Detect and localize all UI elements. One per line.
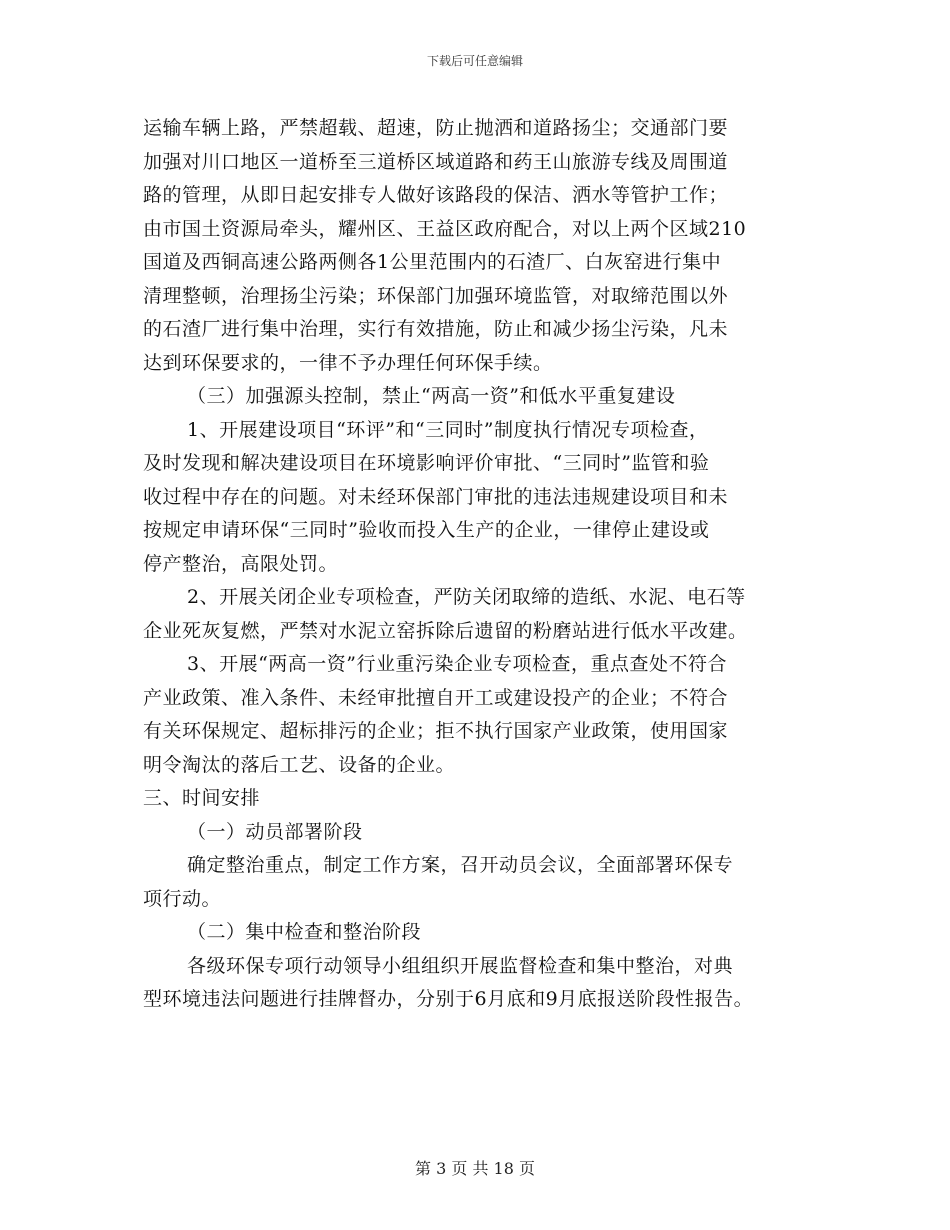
section-heading: 三、时间安排 [143,787,261,809]
page-header: 下载后可任意编辑 [426,54,523,68]
body-line: 1、开展建设项目“环评”和“三同时”制度执行情况专项检查， [187,418,709,441]
body-line: 有关环保规定、超标排污的企业；拒不执行国家产业政策，使用国家 [143,720,729,742]
page-number: 第 3 页 共 18 页 [415,1159,535,1178]
body-line: 3、开展“两高一资”行业重污染企业专项检查，重点查处不符合 [187,653,728,675]
body-line: 按规定申请环保“三同时”验收而投入生产的企业，一律停止建设或 [143,519,710,541]
body-line: 各级环保专项行动领导小组组织开展监督检查和集中整治，对典 [187,954,734,977]
body-line: 确定整治重点，制定工作方案，召开动员会议，全面部署环保专 [187,854,734,876]
body-line: 及时发现和解决建设项目在环境影响评价审批、“三同时”监管和验 [143,452,710,474]
body-line: 产业政策、准入条件、未经审批擅自开工或建设投产的企业；不符合 [143,686,729,709]
body-line: 运输车辆上路，严禁超载、超速，防止抛洒和道路扬尘；交通部门要 [143,117,729,139]
body-line: 项行动。 [143,887,222,910]
body-line: 路的管理，从即日起安排专人做好该路段的保洁、洒水等管护工作； [143,184,729,206]
section-heading: （三）加强源头控制，禁止“两高一资”和低水平重复建设 [187,385,676,407]
body-line: 停产整治，高限处罚。 [143,552,339,575]
document-body [143,112,843,1017]
body-line: 收过程中存在的问题。对未经环保部门审批的违法违规建设项目和未 [143,485,729,508]
body-line: 明令淘汰的落后工艺、设备的企业。 [143,753,456,776]
body-line: 由市国土资源局牵头，耀州区、王益区政府配合，对以上两个区域210 [143,217,747,240]
body-line: 达到环保要求的，一律不予办理任何环保手续。 [143,351,553,374]
body-line: 型环境违法问题进行挂牌督办，分别于6月底和9月底报送阶段性报告。 [143,988,754,1010]
body-line: 加强对川口地区一道桥至三道桥区域道路和药王山旅游专线及周围道 [143,150,729,173]
body-line: 的石渣厂进行集中治理，实行有效措施，防止和减少扬尘污染，凡未 [143,318,729,340]
subsection-heading: （二）集中检查和整治阶段 [187,921,422,943]
body-line: 清理整顿，治理扬尘污染；环保部门加强环境监管，对取缔范围以外 [143,284,729,307]
body-line: 企业死灰复燃，严禁对水泥立窑拆除后遗留的粉磨站进行低水平改建。 [143,619,748,642]
subsection-heading: （一）动员部署阶段 [187,820,363,843]
body-line: 2、开展关闭企业专项检查，严防关闭取缔的造纸、水泥、电石等 [187,586,746,608]
body-line: 国道及西铜高速公路两侧各1公里范围内的石渣厂、白灰窑进行集中 [143,251,722,273]
